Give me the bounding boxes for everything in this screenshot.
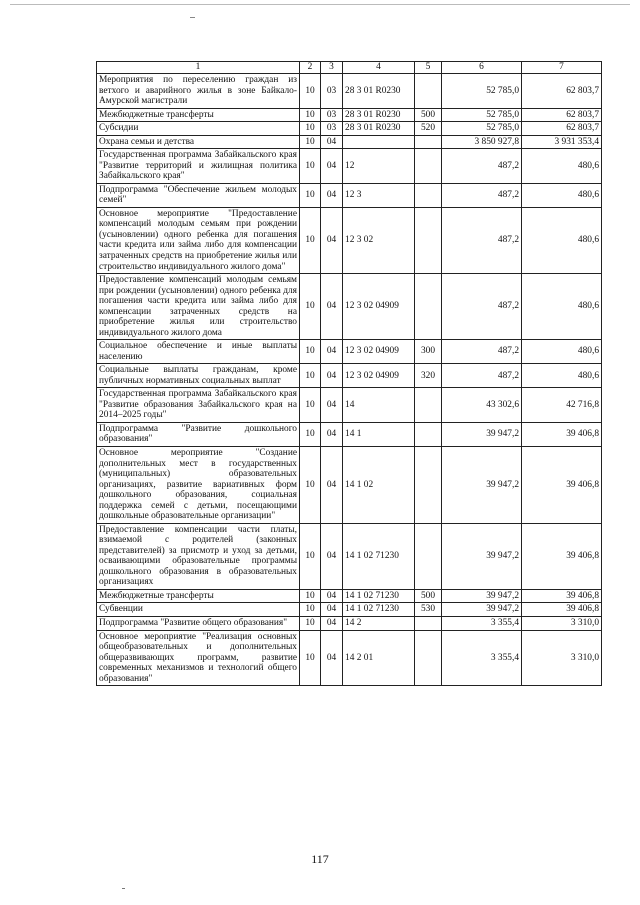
- table-row: [97, 388, 602, 423]
- cell-subsection: 03: [321, 122, 343, 136]
- cell-target-article: 12 3: [343, 183, 415, 207]
- table-row: [97, 422, 602, 446]
- cell-amount-2: 3 310,0: [522, 630, 602, 686]
- table-row: [97, 149, 602, 184]
- cell-target-article: 12 3 02 04909: [343, 340, 415, 364]
- cell-name: Основное мероприятие "Предоставление компенсаций молодым семьям при рождении (усыновлении) одного ребенка для погашения части кредита или займа либо для компенсации затраченных средств на приобретение жилья или строительство индивидуального жилого дома": [97, 207, 300, 273]
- cell-target-article: 14 1 02 71230: [343, 523, 415, 589]
- cell-target-article: 14 1 02: [343, 447, 415, 524]
- cell-name: Государственная программа Забайкальского края "Развитие образования Забайкальского края на 2014–2025 годы": [97, 388, 300, 423]
- table-row: [97, 207, 602, 273]
- col-header-5: 5: [415, 62, 442, 74]
- cell-section: 10: [300, 207, 321, 273]
- cell-name: Подпрограмма "Развитие дошкольного образования": [97, 422, 300, 446]
- cell-amount-1: 487,2: [442, 149, 522, 184]
- cell-amount-2: 39 406,8: [522, 603, 602, 617]
- cell-subsection: 04: [321, 364, 343, 388]
- cell-expense-type: [415, 149, 442, 184]
- cell-expense-type: 520: [415, 122, 442, 136]
- cell-target-article: 28 3 01 R0230: [343, 108, 415, 122]
- cell-name: Субсидии: [97, 122, 300, 136]
- cell-amount-1: 487,2: [442, 274, 522, 340]
- cell-target-article: 14 2 01: [343, 630, 415, 686]
- cell-target-article: 28 3 01 R0230: [343, 122, 415, 136]
- cell-subsection: 04: [321, 447, 343, 524]
- cell-section: 10: [300, 603, 321, 617]
- cell-expense-type: 530: [415, 603, 442, 617]
- cell-name: Подпрограмма "Обеспечение жильем молодых семей": [97, 183, 300, 207]
- cell-target-article: 14 1 02 71230: [343, 589, 415, 603]
- cell-expense-type: [415, 183, 442, 207]
- table-row: [97, 274, 602, 340]
- cell-amount-2: 39 406,8: [522, 447, 602, 524]
- table-body: [97, 74, 602, 686]
- cell-subsection: 04: [321, 274, 343, 340]
- cell-target-article: [343, 135, 415, 149]
- cell-amount-1: 487,2: [442, 183, 522, 207]
- cell-name: Предоставление компенсации части платы, взимаемой с родителей (законных представителей) за присмотр и уход за детьми, осваивающими образовательные программы дошкольного образования в образовательных организациях: [97, 523, 300, 589]
- cell-amount-2: 39 406,8: [522, 523, 602, 589]
- cell-target-article: 14: [343, 388, 415, 423]
- cell-subsection: 04: [321, 207, 343, 273]
- cell-subsection: 04: [321, 183, 343, 207]
- cell-name: Основное мероприятие "Создание дополнительных мест в государственных (муниципальных) образовательных организациях, развитие вариативных форм дошкольного образования, социальная поддержка семей с детьми, посещающими дошкольные образовательные организации": [97, 447, 300, 524]
- page-number: 117: [311, 852, 329, 866]
- cell-amount-2: 3 931 353,4: [522, 135, 602, 149]
- cell-section: 10: [300, 108, 321, 122]
- cell-section: 10: [300, 340, 321, 364]
- col-header-7: 7: [522, 62, 602, 74]
- table-row: [97, 603, 602, 617]
- cell-subsection: 04: [321, 149, 343, 184]
- cell-expense-type: [415, 616, 442, 630]
- cell-subsection: 04: [321, 135, 343, 149]
- cell-expense-type: 500: [415, 108, 442, 122]
- cell-expense-type: [415, 274, 442, 340]
- cell-amount-2: 62 803,7: [522, 108, 602, 122]
- cell-subsection: 04: [321, 340, 343, 364]
- cell-subsection: 03: [321, 108, 343, 122]
- cell-amount-1: 39 947,2: [442, 523, 522, 589]
- cell-section: 10: [300, 74, 321, 109]
- cell-subsection: 04: [321, 523, 343, 589]
- cell-name: Государственная программа Забайкальского края "Развитие территорий и жилищная политика Забайкальского края": [97, 149, 300, 184]
- cell-section: 10: [300, 183, 321, 207]
- cell-name: Основное мероприятие "Реализация основных общеобразовательных и дополнительных общеразвивающих программ, развитие современных механизмов и технологий общего образования": [97, 630, 300, 686]
- cell-amount-2: 480,6: [522, 183, 602, 207]
- cell-amount-1: 487,2: [442, 364, 522, 388]
- cell-subsection: 03: [321, 74, 343, 109]
- cell-section: 10: [300, 589, 321, 603]
- cell-expense-type: [415, 207, 442, 273]
- cell-name: Социальные выплаты гражданам, кроме публичных нормативных социальных выплат: [97, 364, 300, 388]
- cell-amount-1: 487,2: [442, 207, 522, 273]
- cell-section: 10: [300, 616, 321, 630]
- table-row: [97, 447, 602, 524]
- cell-subsection: 04: [321, 589, 343, 603]
- cell-amount-2: 480,6: [522, 207, 602, 273]
- cell-name: Подпрограмма "Развитие общего образования": [97, 616, 300, 630]
- cell-target-article: 14 1 02 71230: [343, 603, 415, 617]
- cell-amount-1: 39 947,2: [442, 447, 522, 524]
- cell-name: Социальное обеспечение и иные выплаты населению: [97, 340, 300, 364]
- cell-name: Мероприятия по переселению граждан из ветхого и аварийного жилья в зоне Байкало-Амурской магистрали: [97, 74, 300, 109]
- col-header-2: 2: [300, 62, 321, 74]
- cell-section: 10: [300, 364, 321, 388]
- cell-amount-1: 39 947,2: [442, 603, 522, 617]
- col-header-1: 1: [97, 62, 300, 74]
- cell-expense-type: [415, 135, 442, 149]
- cell-amount-1: 487,2: [442, 340, 522, 364]
- table-row: [97, 74, 602, 109]
- cell-expense-type: 500: [415, 589, 442, 603]
- cell-section: 10: [300, 149, 321, 184]
- page-top-line: [10, 4, 630, 5]
- cell-target-article: 12 3 02 04909: [343, 364, 415, 388]
- cell-amount-1: 39 947,2: [442, 589, 522, 603]
- cell-amount-2: 3 310,0: [522, 616, 602, 630]
- cell-section: 10: [300, 122, 321, 136]
- cell-expense-type: 320: [415, 364, 442, 388]
- cell-amount-1: 39 947,2: [442, 422, 522, 446]
- cell-amount-2: 480,6: [522, 274, 602, 340]
- scan-mark-bottom: [122, 888, 125, 889]
- cell-section: 10: [300, 630, 321, 686]
- cell-target-article: 28 3 01 R0230: [343, 74, 415, 109]
- cell-section: 10: [300, 523, 321, 589]
- cell-section: 10: [300, 388, 321, 423]
- cell-target-article: 14 2: [343, 616, 415, 630]
- cell-expense-type: [415, 74, 442, 109]
- cell-subsection: 04: [321, 388, 343, 423]
- cell-target-article: 12 3 02: [343, 207, 415, 273]
- table-row: [97, 523, 602, 589]
- cell-target-article: 12 3 02 04909: [343, 274, 415, 340]
- cell-section: 10: [300, 447, 321, 524]
- col-header-3: 3: [321, 62, 343, 74]
- cell-subsection: 04: [321, 422, 343, 446]
- cell-amount-2: 480,6: [522, 340, 602, 364]
- cell-section: 10: [300, 422, 321, 446]
- table-row: [97, 630, 602, 686]
- cell-name: Предоставление компенсаций молодым семьям при рождении (усыновлении) одного ребенка для погашения части кредита или займа либо для компенсации затраченных средств на приобретение жилья или строительство индивидуального жилого дома: [97, 274, 300, 340]
- table-row: [97, 589, 602, 603]
- budget-table: [96, 61, 602, 686]
- table-row: [97, 616, 602, 630]
- col-header-6: 6: [442, 62, 522, 74]
- header-row: [97, 62, 602, 74]
- cell-amount-2: 480,6: [522, 149, 602, 184]
- cell-expense-type: [415, 422, 442, 446]
- cell-amount-2: 39 406,8: [522, 589, 602, 603]
- table-row: [97, 108, 602, 122]
- cell-amount-1: 3 850 927,8: [442, 135, 522, 149]
- cell-subsection: 04: [321, 616, 343, 630]
- cell-subsection: 04: [321, 603, 343, 617]
- table-row: [97, 135, 602, 149]
- cell-expense-type: [415, 630, 442, 686]
- cell-name: Межбюджетные трансферты: [97, 108, 300, 122]
- cell-name: Субвенции: [97, 603, 300, 617]
- cell-section: 10: [300, 274, 321, 340]
- cell-amount-2: 62 803,7: [522, 74, 602, 109]
- table-row: [97, 122, 602, 136]
- cell-expense-type: [415, 388, 442, 423]
- table-row: [97, 364, 602, 388]
- table-row: [97, 340, 602, 364]
- cell-name: Охрана семьи и детства: [97, 135, 300, 149]
- cell-amount-1: 52 785,0: [442, 74, 522, 109]
- cell-name: Межбюджетные трансферты: [97, 589, 300, 603]
- cell-amount-1: 43 302,6: [442, 388, 522, 423]
- cell-section: 10: [300, 135, 321, 149]
- cell-expense-type: 300: [415, 340, 442, 364]
- scan-mark: [190, 17, 195, 18]
- cell-expense-type: [415, 447, 442, 524]
- cell-amount-2: 39 406,8: [522, 422, 602, 446]
- col-header-4: 4: [343, 62, 415, 74]
- cell-amount-1: 52 785,0: [442, 122, 522, 136]
- table-row: [97, 183, 602, 207]
- cell-expense-type: [415, 523, 442, 589]
- cell-amount-1: 52 785,0: [442, 108, 522, 122]
- cell-target-article: 14 1: [343, 422, 415, 446]
- cell-amount-1: 3 355,4: [442, 630, 522, 686]
- cell-target-article: 12: [343, 149, 415, 184]
- cell-amount-1: 3 355,4: [442, 616, 522, 630]
- cell-amount-2: 42 716,8: [522, 388, 602, 423]
- cell-amount-2: 480,6: [522, 364, 602, 388]
- cell-subsection: 04: [321, 630, 343, 686]
- cell-amount-2: 62 803,7: [522, 122, 602, 136]
